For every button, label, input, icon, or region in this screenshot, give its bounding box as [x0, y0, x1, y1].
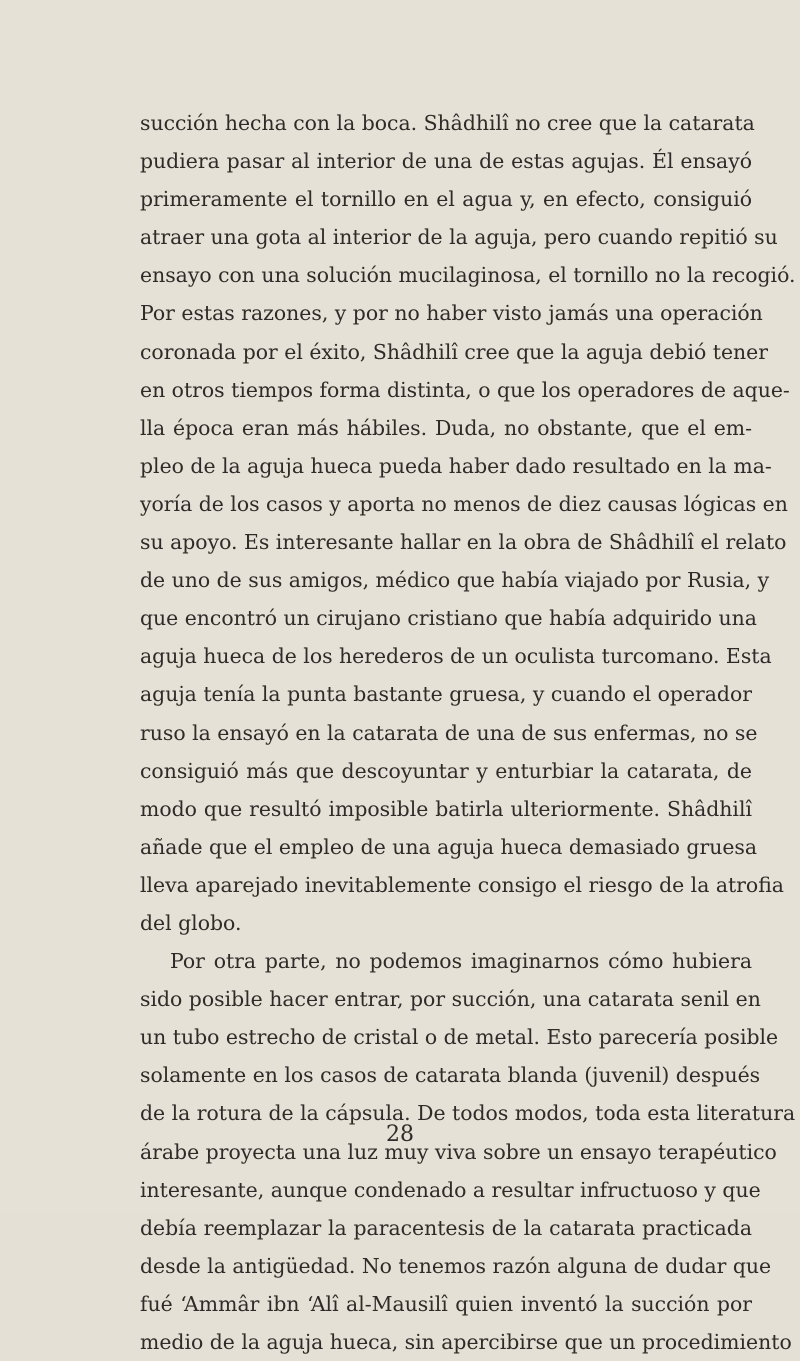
- text-line: Por otra parte, no podemos imaginarnos cómo hubiera: [170, 949, 752, 974]
- text-line: Por estas razones, y por no haber visto jamás una operación: [140, 301, 763, 326]
- text-line: aguja tenía la punta bastante gruesa, y cuando el operador: [140, 682, 752, 707]
- text-line: modo que resultó imposible batirla ulteriormente. Shâdhilî: [140, 796, 752, 821]
- paragraph: [140, 942, 796, 1361]
- body-text: [140, 104, 796, 1361]
- page-number: 28: [386, 1122, 414, 1147]
- text-line: pleo de la aguja hueca pueda haber dado resultado en la ma-: [140, 453, 772, 478]
- text-line: sido posible hacer entrar, por succión, una catarata senil en: [140, 987, 761, 1012]
- text-line: ensayo con una solución mucilaginosa, el tornillo no la recogió.: [140, 263, 796, 288]
- text-line: de uno de sus amigos, médico que había viajado por Rusia, y: [140, 568, 770, 593]
- text-line: desde la antigüedad. No tenemos razón alguna de dudar que: [140, 1253, 772, 1278]
- text-line: fué ‘Ammâr ibn ‘Alî al-Mausilî quien inventó la succión por: [140, 1291, 752, 1316]
- text-line: aguja hueca de los herederos de un oculista turcomano. Esta: [140, 644, 772, 669]
- text-line: en otros tiempos forma distinta, o que los operadores de aque-: [140, 377, 790, 402]
- paragraph: [140, 104, 796, 942]
- text-line: succión hecha con la boca. Shâdhilî no cree que la catarata: [140, 111, 755, 135]
- text-line: añade que el empleo de una aguja hueca demasiado gruesa: [140, 834, 758, 859]
- text-line: árabe proyecta una luz muy viva sobre un ensayo terapéutico: [140, 1139, 777, 1164]
- text-line: del globo.: [140, 910, 242, 935]
- text-line: consiguió más que descoyuntar y enturbiar la catarata, de: [140, 758, 752, 783]
- text-line: solamente en los casos de catarata blanda (juvenil) después: [140, 1063, 761, 1088]
- text-line: yoría de los casos y aporta no menos de diez causas lógicas en: [140, 491, 788, 516]
- text-line: debía reemplazar la paracentesis de la catarata practicada: [140, 1215, 752, 1240]
- text-line: primeramente el tornillo en el agua y, en efecto, consiguió: [140, 187, 752, 212]
- text-line: de la rotura de la cápsula. De todos modos, toda esta literatura: [140, 1101, 796, 1126]
- text-line: que encontró un cirujano cristiano que había adquirido una: [140, 606, 757, 631]
- text-line: coronada por el éxito, Shâdhilî cree que la aguja debió tener: [140, 339, 768, 364]
- text-line: pudiera pasar al interior de una de estas agujas. Él ensayó: [140, 149, 752, 174]
- text-line: lleva aparejado inevitablemente consigo el riesgo de la atrofia: [140, 872, 784, 897]
- text-line: ruso la ensayó en la catarata de una de sus enfermas, no se: [140, 720, 758, 745]
- text-line: lla época eran más hábiles. Duda, no obstante, que el em-: [140, 415, 752, 440]
- text-line: atraer una gota al interior de la aguja, pero cuando repitió su: [140, 225, 778, 250]
- text-line: interesante, aunque condenado a resultar infructuoso y que: [140, 1177, 761, 1202]
- text-line: medio de la aguja hueca, sin apercibirse que un procedimiento: [140, 1330, 792, 1354]
- text-line: su apoyo. Es interesante hallar en la obra de Shâdhilî el relato: [140, 530, 787, 555]
- text-line: un tubo estrecho de cristal o de metal. Esto parecería posible: [140, 1025, 779, 1050]
